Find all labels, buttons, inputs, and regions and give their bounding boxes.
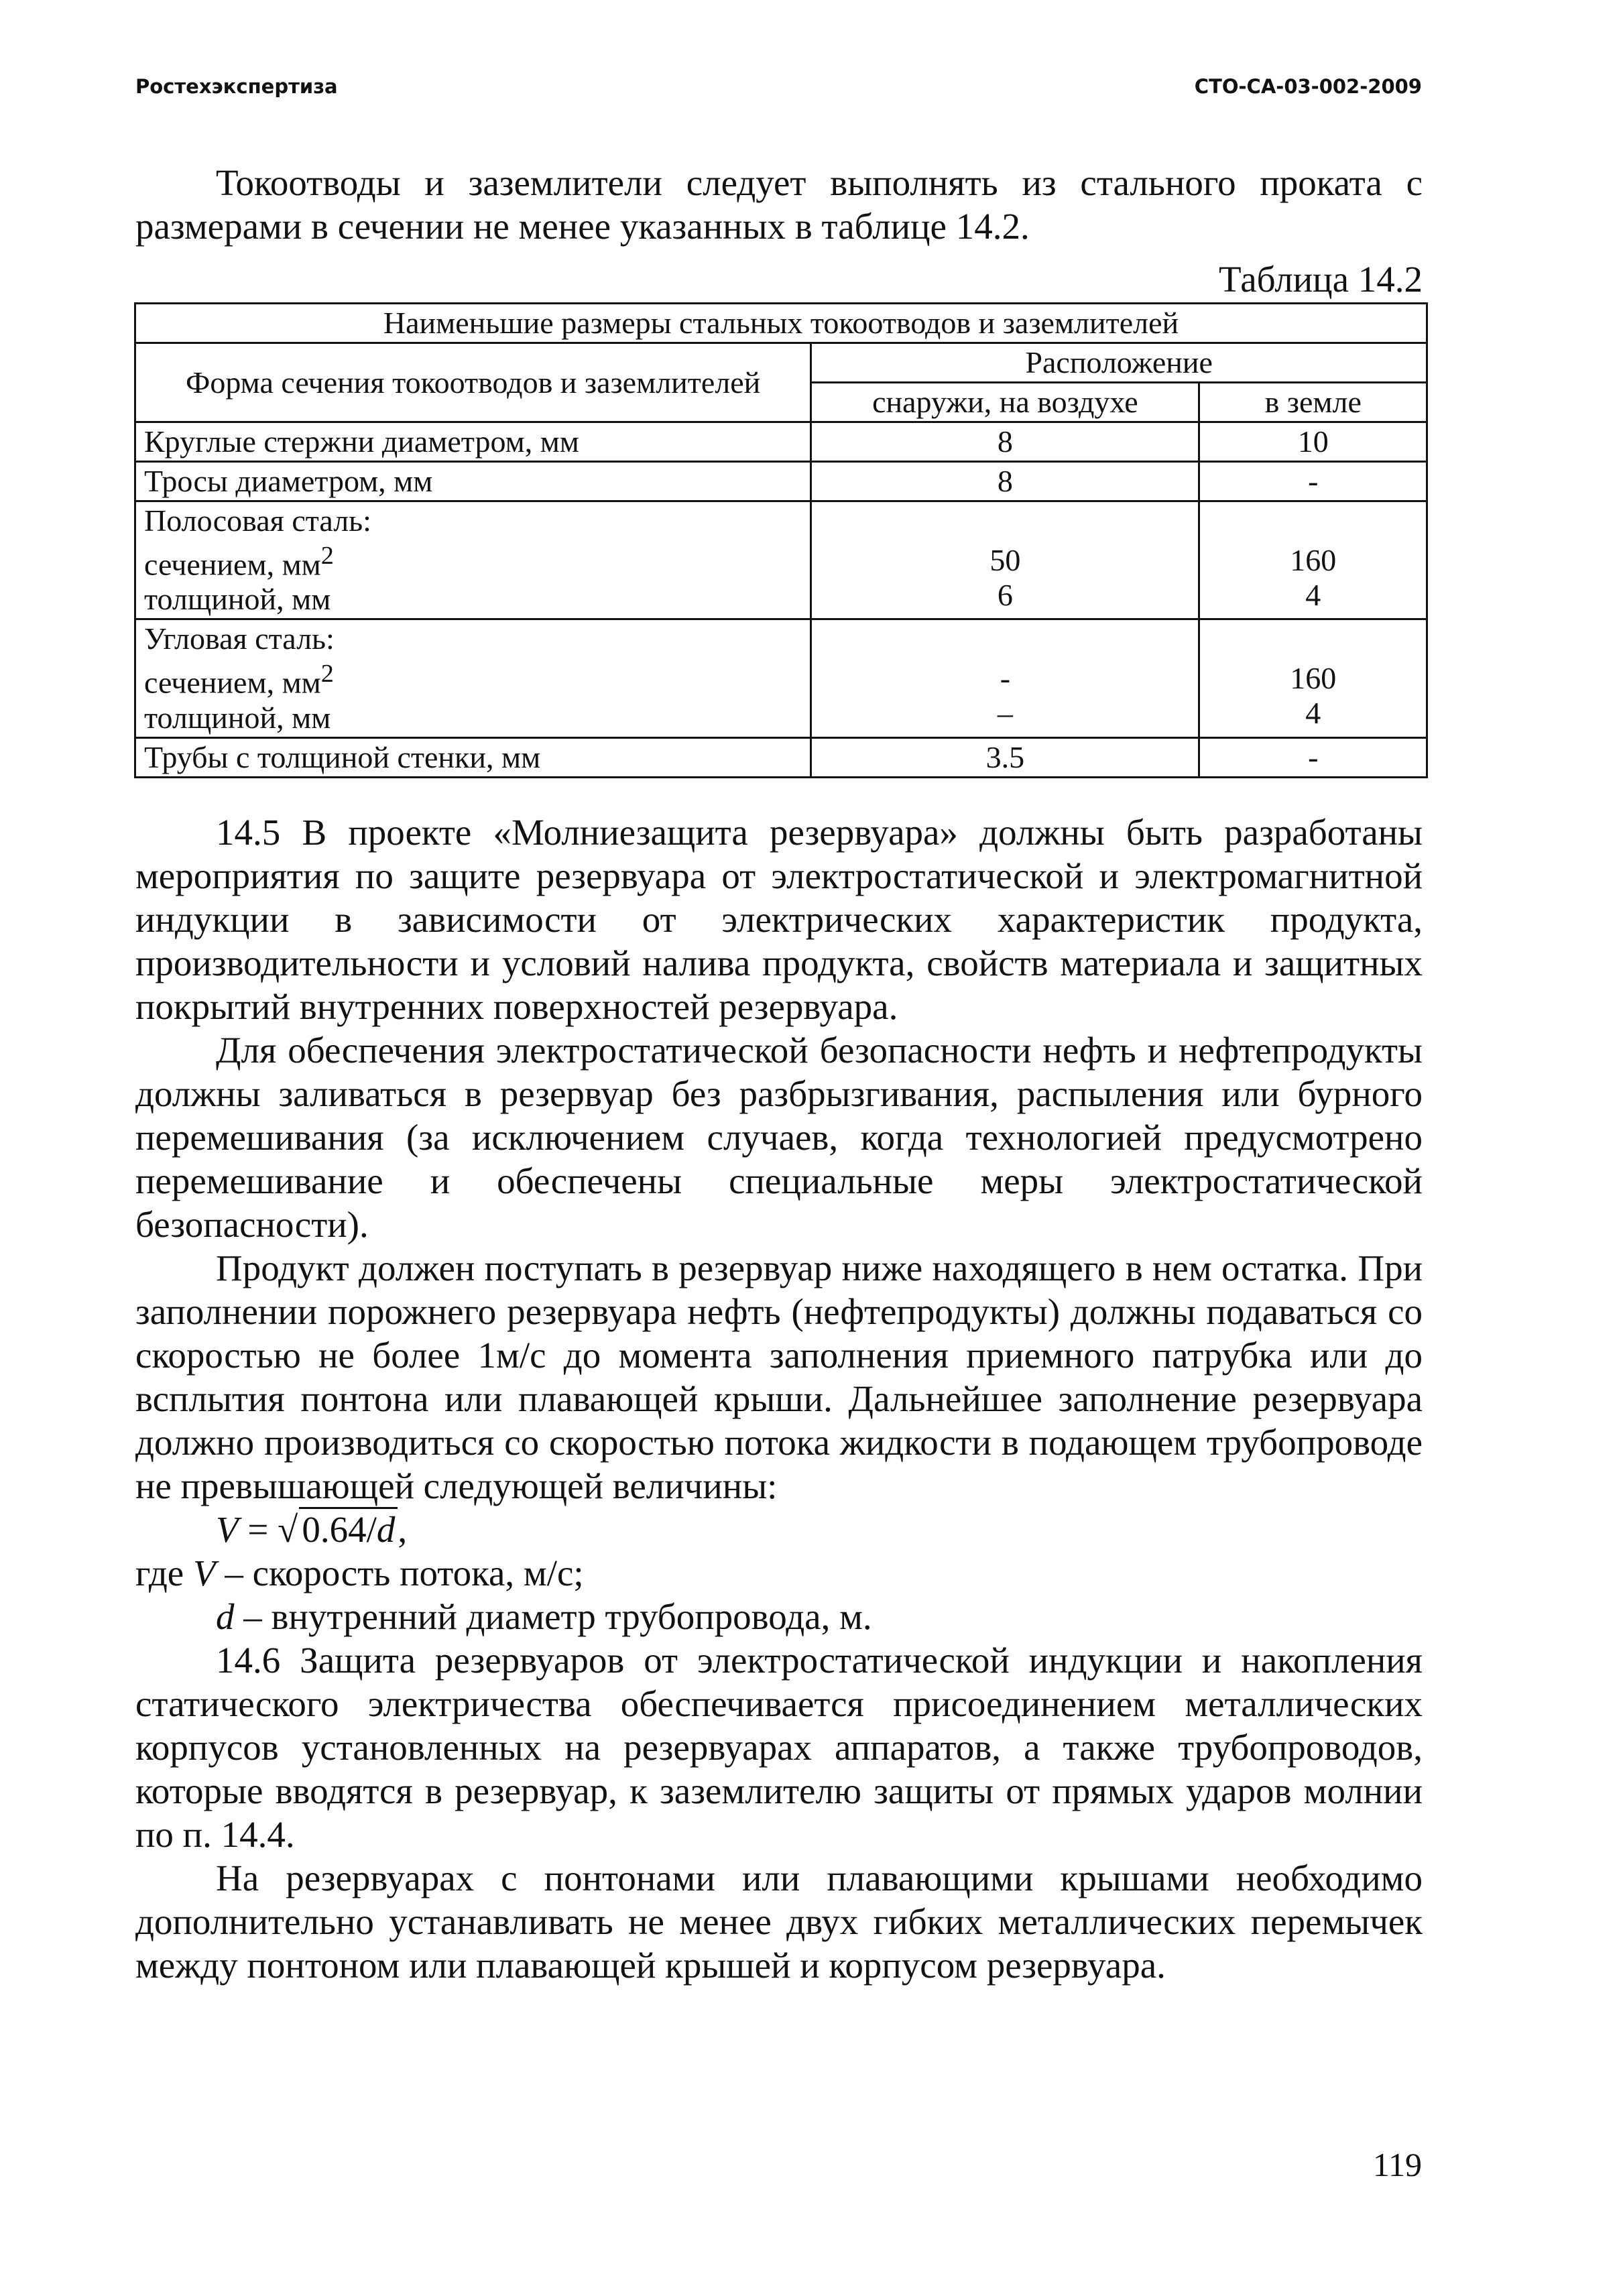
table-row xyxy=(135,462,1427,501)
row-label: Круглые стержни диаметром, мм xyxy=(135,422,811,462)
table-header-row xyxy=(135,343,1427,383)
where-variable-d: d xyxy=(216,1595,235,1637)
where-line-diameter xyxy=(135,1595,1423,1638)
row-label xyxy=(135,619,811,737)
cell-ground: - xyxy=(1199,737,1427,777)
sub-label: толщиной, мм xyxy=(144,700,331,735)
group-label: Полосовая сталь: xyxy=(144,503,371,538)
group-label: Угловая сталь: xyxy=(144,621,335,656)
page-number: 119 xyxy=(1372,2146,1422,2183)
page-header xyxy=(135,75,1422,102)
sub-label-text: сечением, мм xyxy=(144,547,321,582)
superscript: 2 xyxy=(320,542,334,570)
sub-label xyxy=(144,538,802,582)
where-text-v: – скорость потока, м/с; xyxy=(215,1552,584,1593)
table-caption: Таблица 14.2 xyxy=(1219,259,1423,300)
sub-value: 6 xyxy=(997,577,1013,612)
paragraph-14-6: 14.6 Защита резервуаров от электростатической индукции и накопления статического электричества обеспечивается присоединением металлических корпусов установленных на резервуарах аппаратов, а также трубопроводов, которые вводятся в резервуар, к заземлителю защиты от прямых ударов молнии по п. 14.4. xyxy=(135,1639,1423,1855)
formula-radicand xyxy=(299,1507,398,1550)
row-label: Трубы с толщиной стенки, мм xyxy=(135,737,811,777)
table-row-group xyxy=(135,501,1427,619)
sqrt-icon: √ xyxy=(278,1508,298,1550)
sub-value: 4 xyxy=(1305,695,1321,730)
radicand-variable: d xyxy=(376,1508,396,1550)
sub-label xyxy=(144,656,802,700)
column-header-ground: в земле xyxy=(1199,383,1427,422)
row-label xyxy=(135,501,811,619)
cell-ground: - xyxy=(1199,462,1427,501)
column-header-outside: снаружи, на воздухе xyxy=(811,383,1199,422)
table-title-row xyxy=(135,304,1427,343)
sub-value: 4 xyxy=(1305,577,1321,612)
cell-outside xyxy=(811,619,1199,737)
paragraph-product-filling: Продукт должен поступать в резервуар ниже находящего в нем остатка. При заполнении порожнего резервуара нефть (нефтепродукты) должны подаваться со скоростью не более 1м/с до момента заполнения приемного патрубка или до всплытия понтона или плавающей крыши. Дальнейшее заполнение резервуара должно производиться со скоростью потока жидкости в подающем трубопроводе не превышающей следующей величины: xyxy=(135,1247,1423,1506)
table-row-group xyxy=(135,619,1427,737)
cell-outside xyxy=(811,501,1199,619)
where-line-velocity xyxy=(135,1551,1423,1595)
page-body xyxy=(135,161,1423,1987)
formula-lhs: V xyxy=(216,1508,239,1550)
cell-ground xyxy=(1199,501,1427,619)
where-variable-v: V xyxy=(192,1552,216,1593)
header-document-code: СТО-СА-03-002-2009 xyxy=(1194,75,1422,98)
cell-ground xyxy=(1199,619,1427,737)
paragraph-pontoon: На резервуарах с понтонами или плавающими крышами необходимо дополнительно устанавливать не менее двух гибких металлических перемычек между понтоном или плавающей крышей и корпусом резервуара. xyxy=(135,1857,1423,1986)
where-word: где xyxy=(135,1552,193,1593)
radicand-number: 0.64/ xyxy=(302,1508,377,1550)
column-header-location: Расположение xyxy=(811,343,1427,383)
sub-label: толщиной, мм xyxy=(144,582,331,617)
table-row xyxy=(135,737,1427,777)
table-title: Наименьшие размеры стальных токоотводов и заземлителей xyxy=(135,304,1427,343)
cell-outside: 3.5 xyxy=(811,737,1199,777)
sub-value: – xyxy=(997,695,1013,730)
paragraph-electrostatic-safety: Для обеспечения электростатической безопасности нефть и нефтепродукты должны заливаться в резервуар без разбрызгивания, распыления или бурного перемешивания (за исключением случаев, когда технологией предусмотрено перемешивание и обеспечены специальные меры электростатической безопасности). xyxy=(135,1029,1423,1245)
superscript: 2 xyxy=(320,660,334,688)
intro-paragraph: Токоотводы и заземлители следует выполнять из стального проката с размерами в сечении не менее указанных в таблице 14.2. xyxy=(135,162,1423,247)
cell-outside: 8 xyxy=(811,422,1199,462)
sub-label-text: сечением, мм xyxy=(144,665,321,700)
table-14-2 xyxy=(134,302,1428,778)
sub-value: - xyxy=(1000,660,1011,695)
sub-value: 160 xyxy=(1290,542,1337,577)
cell-ground: 10 xyxy=(1199,422,1427,462)
column-header-form: Форма сечения токоотводов и заземлителей xyxy=(135,343,811,422)
sub-value: 160 xyxy=(1290,660,1337,695)
header-organization: Ростехэкспертиза xyxy=(135,75,338,98)
table-row xyxy=(135,422,1427,462)
sub-value: 50 xyxy=(989,542,1021,577)
formula-tail: , xyxy=(398,1508,408,1550)
where-text-d: – внутренний диаметр трубопровода, м. xyxy=(234,1595,872,1637)
velocity-formula xyxy=(135,1508,1423,1551)
paragraph-14-5: 14.5 В проекте «Молниезащита резервуара» должны быть разработаны мероприятия по защите резервуара от электростатической и электромагнитной индукции в зависимости от электрических характеристик продукта, производительности и условий налива продукта, свойств материала и защитных покрытий внутренних поверхностей резервуара. xyxy=(135,811,1423,1027)
row-label: Тросы диаметром, мм xyxy=(135,462,811,501)
formula-equals: = xyxy=(238,1508,278,1550)
cell-outside: 8 xyxy=(811,462,1199,501)
